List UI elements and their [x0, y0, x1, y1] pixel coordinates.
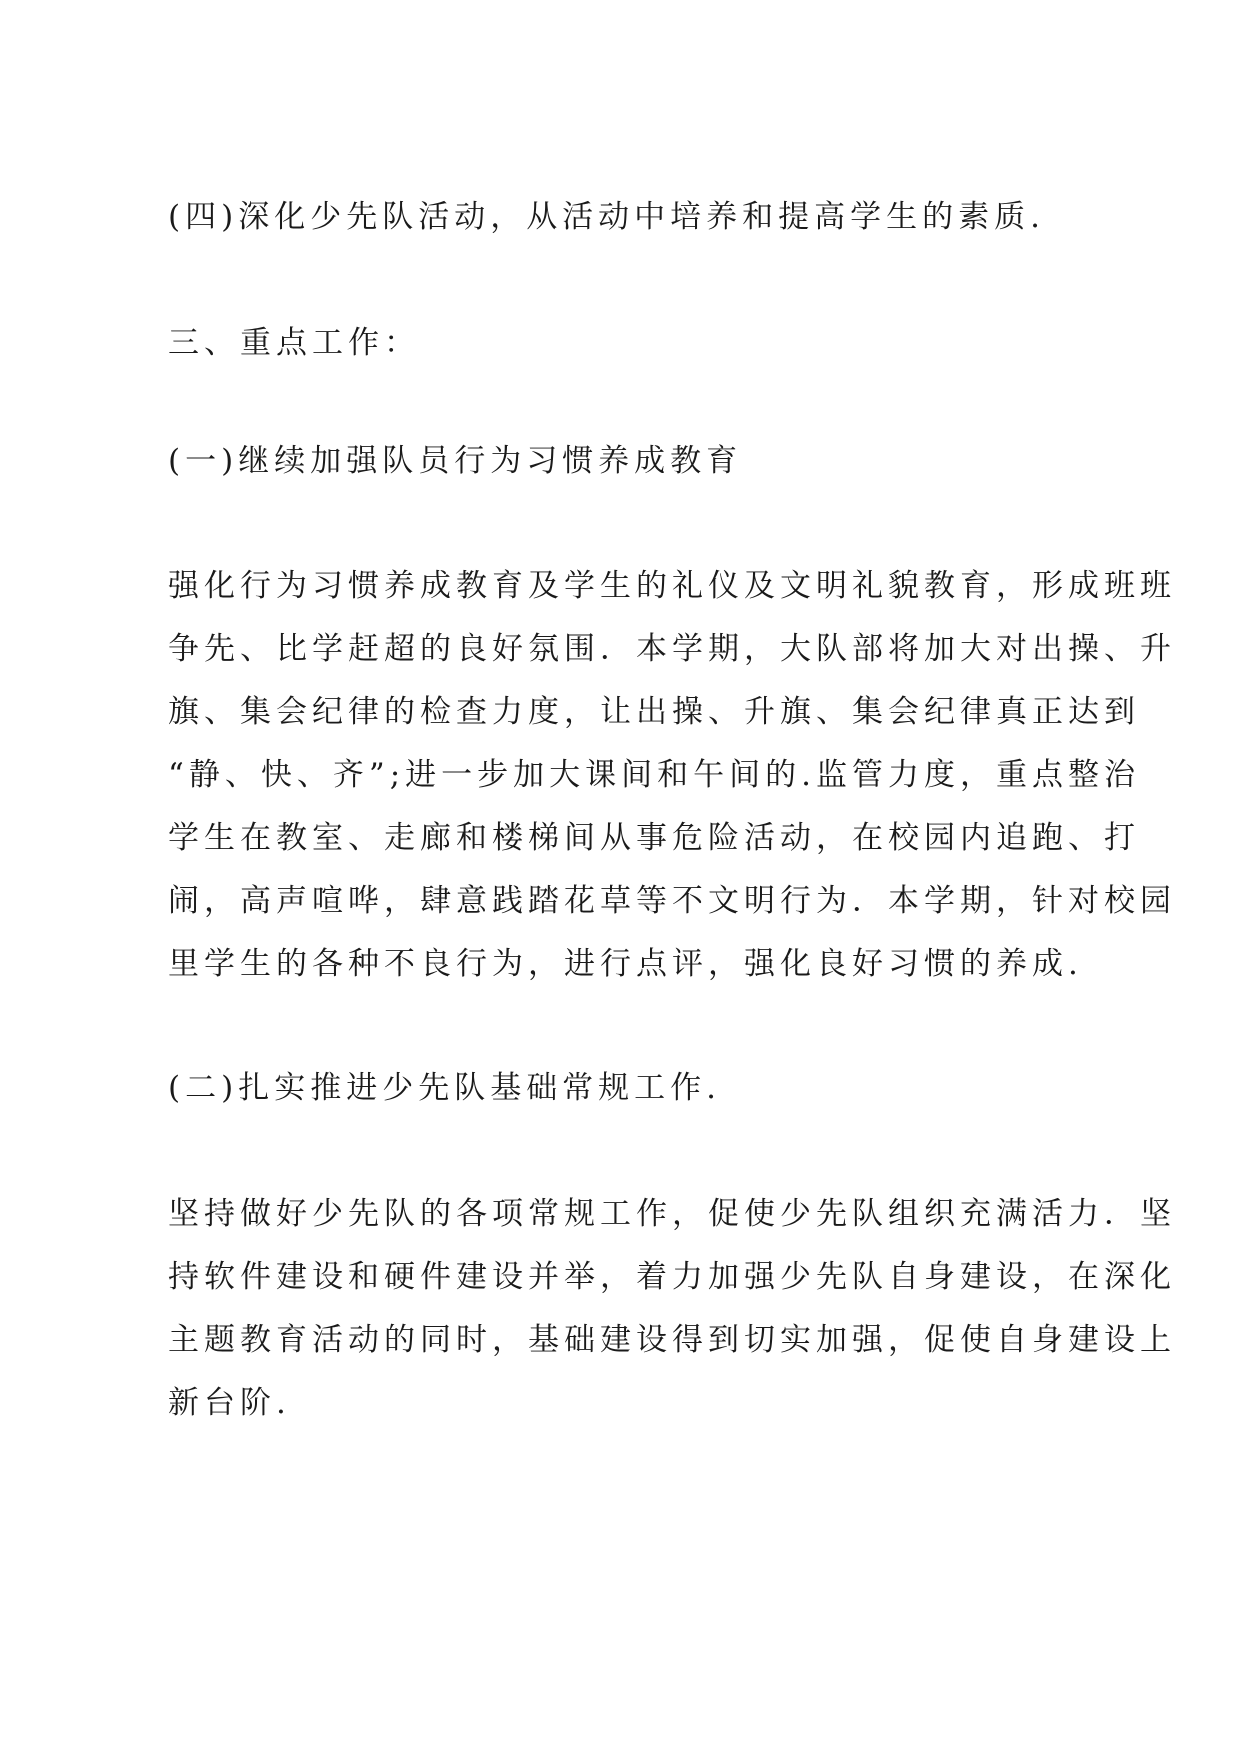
paragraph-line: 争先、比学赶超的良好氛围．本学期，大队部将加大对出操、升 [168, 631, 1176, 667]
paragraph-line: 强化行为习惯养成教育及学生的礼仪及文明礼貌教育，形成班班 [168, 568, 1176, 604]
paragraph-line: 持软件建设和硬件建设并举，着力加强少先队自身建设，在深化 [168, 1259, 1176, 1295]
paragraph-line: “静、快、齐”;进一步加大课间和午间的.监管力度，重点整治 [168, 757, 1140, 793]
subsection-2-title: (二)扎实推进少先队基础常规工作. [168, 1070, 722, 1106]
paragraph-2 [168, 1194, 1176, 1446]
section-3-title: 三、重点工作： [168, 325, 420, 361]
subsection-1-title: (一)继续加强队员行为习惯养成教育 [168, 443, 743, 479]
paragraph-line: 主题教育活动的同时，基础建设得到切实加强，促使自身建设上 [168, 1322, 1176, 1358]
paragraph-line: 学生在教室、走廊和楼梯间从事危险活动，在校园内追跑、打 [168, 820, 1140, 856]
paragraph-line: 新台阶. [168, 1385, 291, 1421]
paragraph-line: 旗、集会纪律的检查力度，让出操、升旗、集会纪律真正达到 [168, 694, 1140, 730]
paragraph-line: 坚持做好少先队的各项常规工作，促使少先队组织充满活力．坚 [168, 1196, 1176, 1232]
paragraph-1 [168, 566, 1176, 1007]
paragraph-line: 里学生的各种不良行为，进行点评，强化良好习惯的养成. [168, 946, 1083, 982]
paragraph-line: 闹，高声喧哗，肆意践踏花草等不文明行为．本学期，针对校园 [168, 883, 1176, 919]
heading-4: (四)深化少先队活动，从活动中培养和提高学生的素质. [168, 199, 1046, 235]
